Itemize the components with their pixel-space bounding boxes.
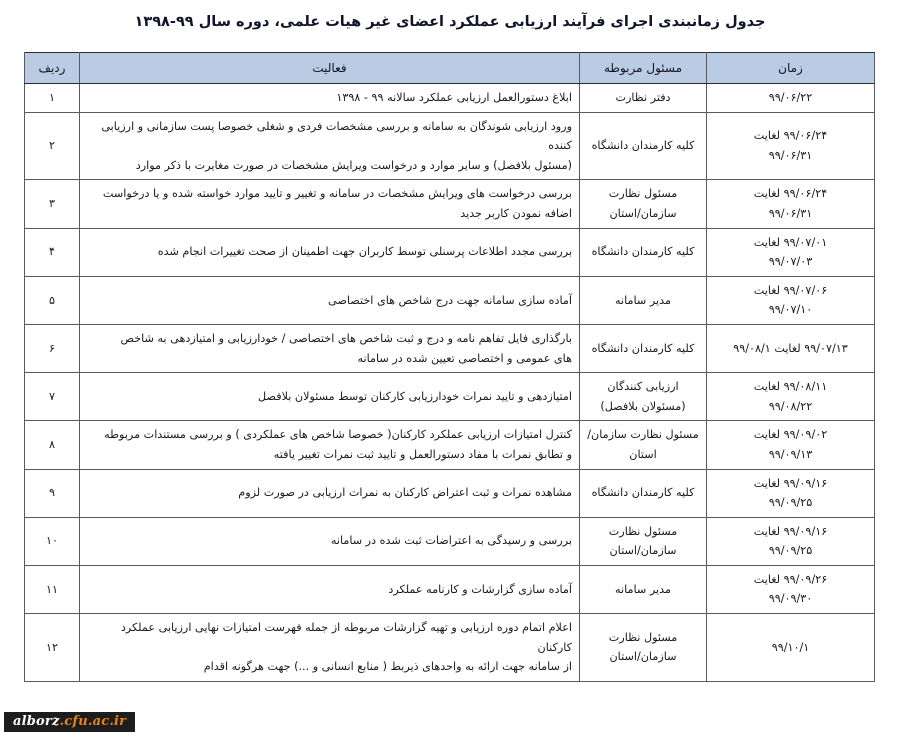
cell-responsible-line: مسئول نظارت	[608, 524, 678, 538]
cell-responsible-line: مسئول نظارت سازمان/	[587, 428, 699, 442]
cell-responsible-line: کلیه کارمندان دانشگاه	[591, 139, 695, 153]
table-row	[25, 324, 875, 372]
cell-time	[707, 421, 875, 469]
cell-responsible	[580, 112, 707, 180]
cell-activity-line: مشاهده نمرات و ثبت اعتراض کارکنان به نمرات ارزیابی در صورت لزوم	[238, 486, 572, 500]
cell-row-number: ۱۱	[25, 565, 80, 613]
cell-row-number: ۸	[25, 421, 80, 469]
cell-activity-line: کنترل امتیازات ارزیابی عملکرد کارکنان( خصوصا شاخص های عملکردی ) و بررسی مستندات مربوطه	[104, 428, 572, 442]
cell-activity-line: بررسی درخواست های ویرایش مشخصات در سامانه و تغییر و تایید موارد خواسته شده و یا درخواست	[102, 187, 572, 201]
watermark-secondary: .cfu.ac.ir	[59, 714, 127, 729]
cell-responsible-line: کلیه کارمندان دانشگاه	[591, 245, 695, 259]
cell-responsible	[580, 421, 707, 469]
cell-activity	[80, 469, 580, 517]
column-header-responsible: مسئول مربوطه	[580, 53, 707, 84]
site-watermark	[4, 712, 135, 732]
cell-time-line: ۹۹/۰۹/۱۳	[768, 447, 813, 461]
cell-row-number: ۳	[25, 180, 80, 228]
schedule-table-container	[25, 52, 875, 682]
cell-time-line: ۹۹/۰۹/۰۲ لغایت	[753, 428, 828, 442]
table-row	[25, 84, 875, 113]
cell-responsible-line: (مسئولان بلافصل)	[600, 399, 686, 413]
cell-activity	[80, 180, 580, 228]
cell-activity	[80, 228, 580, 276]
table-row	[25, 565, 875, 613]
cell-time-line: ۹۹/۰۹/۱۶ لغایت	[753, 476, 828, 490]
table-row	[25, 112, 875, 180]
cell-time-line: ۹۹/۰۶/۲۴ لغایت	[753, 187, 828, 201]
cell-activity-line: ابلاغ دستورالعمل ارزیابی عملکرد سالانه ۹۹ - ۱۳۹۸	[336, 91, 572, 104]
cell-time-line: ۹۹/۰۶/۲۲	[768, 91, 813, 104]
cell-time	[707, 112, 875, 180]
cell-time-line: ۹۹/۰۷/۰۶ لغایت	[753, 283, 828, 297]
cell-activity-line: اعلام اتمام دوره ارزیابی و تهیه گزارشات مربوطه از جمله فهرست امتیازات نهایی ارزیابی عملکرد کارکنان	[120, 621, 572, 654]
cell-row-number: ۱	[25, 84, 80, 113]
cell-time-line: ۹۹/۰۶/۲۴ لغایت	[753, 129, 828, 143]
cell-responsible-line: دفتر نظارت	[615, 91, 671, 104]
cell-time-line: ۹۹/۰۹/۱۶ لغایت	[753, 524, 828, 538]
column-header-time: زمان	[707, 53, 875, 84]
table-row	[25, 373, 875, 421]
cell-responsible-line: استان	[629, 447, 657, 461]
cell-responsible	[580, 228, 707, 276]
cell-activity-line: از سامانه جهت ارائه به واحدهای ذیربط ( منابع انسانی و ...) جهت هرگونه اقدام	[203, 660, 572, 674]
cell-responsible-line: سازمان/استان	[609, 650, 677, 664]
cell-responsible-line: کلیه کارمندان دانشگاه	[591, 486, 695, 500]
cell-activity	[80, 112, 580, 180]
table-row	[25, 421, 875, 469]
table-header-row	[25, 53, 875, 84]
cell-responsible-line: ارزیابی کنندگان	[607, 380, 679, 394]
cell-activity-line: بررسی مجدد اطلاعات پرسنلی توسط کاربران جهت اطمینان از صحت تغییرات انجام شده	[157, 245, 572, 259]
cell-time-line: ۹۹/۰۶/۳۱	[768, 206, 813, 220]
cell-responsible	[580, 517, 707, 565]
cell-row-number: ۱۲	[25, 614, 80, 682]
cell-time	[707, 373, 875, 421]
cell-time	[707, 84, 875, 113]
cell-row-number: ۱۰	[25, 517, 80, 565]
cell-time	[707, 180, 875, 228]
cell-responsible-line: سازمان/استان	[609, 206, 677, 220]
table-row	[25, 276, 875, 324]
cell-responsible-line: مدیر سامانه	[614, 293, 671, 307]
cell-responsible-line: سازمان/استان	[609, 544, 677, 558]
cell-time-line: ۹۹/۰۷/۱۰	[768, 303, 813, 317]
cell-activity	[80, 84, 580, 113]
cell-activity	[80, 421, 580, 469]
cell-activity	[80, 614, 580, 682]
table-row	[25, 180, 875, 228]
cell-time-line: ۹۹/۰۸/۱۱ لغایت	[753, 380, 828, 394]
cell-row-number: ۴	[25, 228, 80, 276]
cell-time	[707, 469, 875, 517]
cell-responsible-line: مسئول نظارت	[608, 630, 678, 644]
cell-activity	[80, 324, 580, 372]
cell-responsible	[580, 84, 707, 113]
cell-responsible	[580, 180, 707, 228]
cell-activity	[80, 276, 580, 324]
column-header-row-number: ردیف	[25, 53, 80, 84]
cell-responsible-line: مسئول نظارت	[608, 187, 678, 201]
cell-responsible	[580, 373, 707, 421]
cell-time	[707, 614, 875, 682]
cell-time-line: ۹۹/۰۹/۳۰	[768, 592, 813, 606]
cell-responsible	[580, 565, 707, 613]
cell-row-number: ۵	[25, 276, 80, 324]
cell-time-line: ۹۹/۰۹/۲۵	[768, 544, 813, 558]
cell-time-line: ۹۹/۰۸/۲۲	[768, 399, 813, 413]
cell-activity-line: اضافه نمودن کاربر جدید	[460, 206, 572, 220]
cell-activity-line: آماده سازی سامانه جهت درج شاخص های اختصاصی	[328, 293, 572, 307]
cell-responsible	[580, 324, 707, 372]
cell-time	[707, 565, 875, 613]
cell-activity-line: های عمومی و اختصاصی تعیین شده در سامانه	[357, 351, 572, 365]
cell-activity	[80, 373, 580, 421]
cell-activity	[80, 565, 580, 613]
cell-activity-line: بارگذاری فایل تفاهم نامه و درج و ثبت شاخص های اختصاصی / خودارزیابی و امتیازدهی به شاخص	[120, 331, 572, 345]
cell-activity-line: (مسئول بلافصل) و سایر موارد و درخواست ویرایش مشخصات در صورت مغایرت با ذکر موارد	[135, 158, 572, 172]
cell-time-line: ۹۹/۰۷/۰۳	[768, 255, 813, 269]
cell-time-line: ۹۹/۰۶/۳۱	[768, 148, 813, 162]
cell-row-number: ۲	[25, 112, 80, 180]
table-header	[25, 53, 875, 84]
table-row	[25, 614, 875, 682]
cell-activity-line: بررسی و رسیدگی به اعتراضات ثبت شده در سامانه	[330, 534, 572, 548]
cell-time	[707, 517, 875, 565]
cell-time	[707, 324, 875, 372]
cell-responsible	[580, 469, 707, 517]
cell-activity-line: ورود ارزیابی شوندگان به سامانه و بررسی مشخصات فردی و شغلی خصوصا پست سازمانی و ارزیابی کننده	[101, 119, 572, 153]
cell-row-number: ۹	[25, 469, 80, 517]
cell-time-line: ۹۹/۱۰/۱	[771, 640, 810, 654]
cell-time-line: ۹۹/۰۷/۱۳ لغایت ۹۹/۰۸/۱	[733, 341, 848, 355]
table-body	[25, 84, 875, 682]
cell-responsible-line: کلیه کارمندان دانشگاه	[591, 341, 695, 355]
cell-row-number: ۶	[25, 324, 80, 372]
cell-time	[707, 228, 875, 276]
schedule-table	[24, 52, 875, 682]
table-row	[25, 469, 875, 517]
table-row	[25, 228, 875, 276]
cell-activity-line: و تطابق نمرات با مفاد دستورالعمل و تایید ثبت نمرات تغییر یافته	[273, 447, 572, 461]
cell-activity	[80, 517, 580, 565]
cell-time-line: ۹۹/۰۷/۰۱ لغایت	[753, 235, 828, 249]
cell-responsible	[580, 276, 707, 324]
cell-time	[707, 276, 875, 324]
page-title: جدول زمانبندی اجرای فرآیند ارزیابی عملکرد اعضای غیر هیات علمی، دوره سال ۹۹-۱۳۹۸	[134, 14, 766, 30]
cell-responsible-line: مدیر سامانه	[614, 582, 671, 596]
watermark-primary: alborz	[13, 714, 60, 729]
cell-time-line: ۹۹/۰۹/۲۶ لغایت	[753, 572, 828, 586]
cell-activity-line: امتیازدهی و تایید نمرات خودارزیابی کارکنان توسط مسئولان بلافصل	[258, 389, 572, 403]
cell-responsible	[580, 614, 707, 682]
cell-row-number: ۷	[25, 373, 80, 421]
table-row	[25, 517, 875, 565]
cell-time-line: ۹۹/۰۹/۲۵	[768, 496, 813, 510]
cell-activity-line: آماده سازی گزارشات و کارنامه عملکرد	[388, 582, 572, 596]
column-header-activity: فعالیت	[80, 53, 580, 84]
